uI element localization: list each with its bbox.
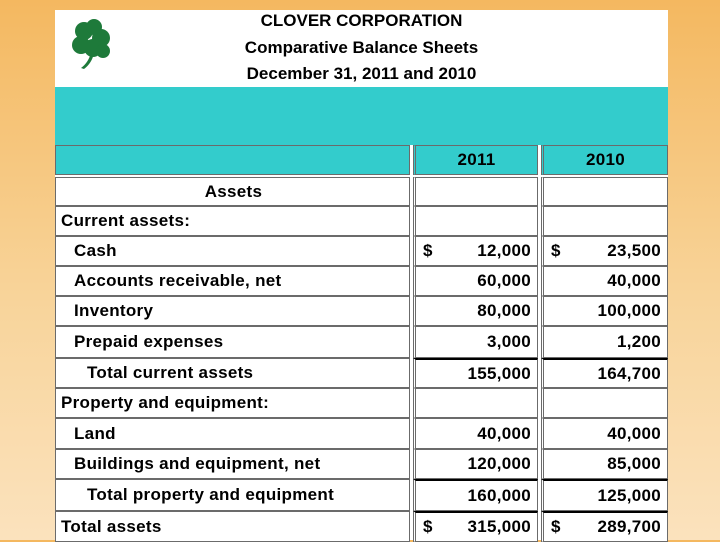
year2-amount: 164,700 [597,363,661,383]
row-label-cell [55,326,410,358]
header-label-cell [55,145,410,175]
header-year2-cell [541,145,668,175]
year2-amount: 289,700 [597,517,661,536]
year1-amount: 160,000 [467,485,531,505]
row-label-cell [55,206,410,236]
row-label: Total assets [61,516,162,536]
row-label: Prepaid expenses [74,332,224,351]
year2-value-cell [541,511,668,542]
year1-amount: 120,000 [467,454,531,473]
header-year1-cell [413,145,538,175]
year2-value-cell [541,449,668,479]
statement-date: December 31, 2011 and 2010 [246,64,477,83]
row-label: Inventory [74,301,154,320]
year2-value-cell [541,388,668,418]
header-band [55,87,668,145]
year1-value-cell [413,449,538,479]
row-label: Accounts receivable, net [74,271,282,290]
row-label: Assets [204,181,263,201]
year2-amount: 23,500 [607,241,661,260]
year1-value-cell [413,206,538,236]
dollar-sign: $ [423,241,433,260]
year2-value-cell [541,358,668,388]
year1-value-cell [413,326,538,358]
table-row [55,296,668,326]
year1-amount: 40,000 [477,423,531,443]
row-label: Current assets: [61,211,191,230]
year2-value-cell [541,326,668,358]
year1-value-cell [413,236,538,266]
year2-value-cell [541,296,668,326]
table-row [55,418,668,449]
row-label: Total current assets [87,363,254,382]
column-header-row [55,145,668,175]
row-label: Land [74,423,116,443]
year1-value-cell [413,479,538,511]
row-label: Buildings and equipment, net [74,454,321,473]
statement-title: Comparative Balance Sheets [244,38,479,57]
table-row [55,358,668,388]
year1-amount: 80,000 [477,301,531,320]
table-row [55,326,668,358]
year1-value-cell [413,418,538,449]
row-label-cell [55,358,410,388]
table-row [55,236,668,266]
year1-value-cell [413,511,538,542]
year2-value-cell [541,479,668,511]
year2-value-cell [541,236,668,266]
row-label: Cash [74,241,117,260]
year2-value-cell [541,206,668,236]
table-row [55,449,668,479]
year1-amount: 315,000 [467,517,531,536]
year1-value-cell [413,296,538,326]
row-label-cell [55,236,410,266]
row-label: Total property and equipment [87,485,335,504]
table-row [55,266,668,296]
year1-value-cell [413,177,538,206]
year1-value-cell [413,266,538,296]
row-label-cell [55,388,410,418]
dollar-sign: $ [551,241,561,260]
year1-amount: 12,000 [477,241,531,260]
year2-amount: 40,000 [607,423,661,443]
dollar-sign: $ [551,517,561,536]
year1-amount: 60,000 [477,271,531,290]
year2-heading: 2010 [585,150,626,169]
company-name: CLOVER CORPORATION [260,11,463,30]
row-label-cell [55,479,410,511]
table-row [55,479,668,511]
table-row [55,177,668,206]
row-label-cell [55,266,410,296]
year1-heading: 2011 [457,150,496,169]
year1-value-cell [413,358,538,388]
year1-amount: 3,000 [486,332,531,351]
report-header [55,10,668,87]
year2-amount: 85,000 [607,454,661,473]
balance-sheet [55,10,668,540]
year2-amount: 40,000 [607,271,661,290]
dollar-sign: $ [423,517,433,536]
table-row [55,206,668,236]
row-label-cell [55,449,410,479]
year2-value-cell [541,266,668,296]
year1-amount: 155,000 [467,363,531,383]
year1-value-cell [413,388,538,418]
table-row [55,511,668,542]
year2-amount: 125,000 [597,485,661,505]
row-label: Property and equipment: [61,393,270,412]
year2-value-cell [541,177,668,206]
row-label-cell [55,511,410,542]
table-row [55,388,668,418]
year2-amount: 100,000 [597,301,661,320]
year2-amount: 1,200 [616,332,661,351]
row-label-cell [55,296,410,326]
row-label-cell [55,177,410,206]
row-label-cell [55,418,410,449]
year2-value-cell [541,418,668,449]
